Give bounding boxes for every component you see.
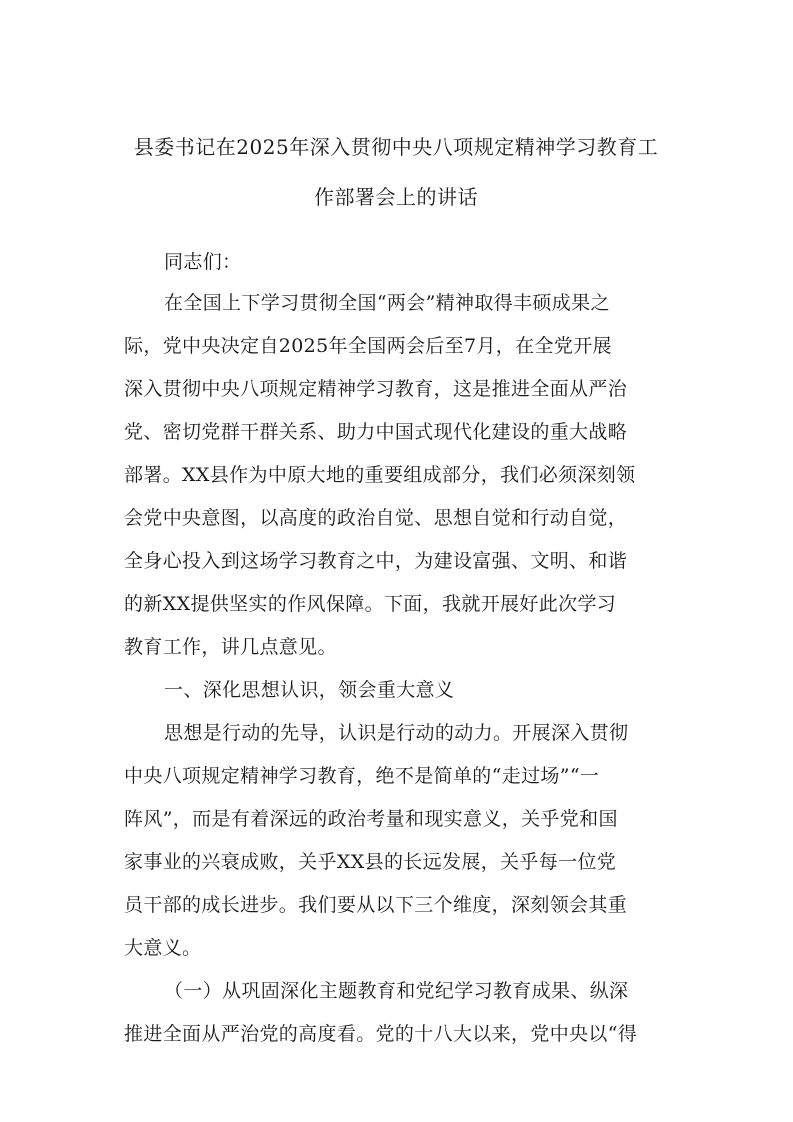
paragraph-2-line: 阵风”，而是有着深远的政治考量和现实意义，关乎党和国: [124, 808, 618, 830]
subsection-heading-line: （一）从巩固深化主题教育和党纪学习教育成果、纵深: [164, 980, 629, 1002]
paragraph-1-line: 深入贯彻中央八项规定精神学习教育，这是推进全面从严治: [124, 378, 628, 400]
paragraph-2-line: 中央八项规定精神学习教育，绝不是简单的“走过场”“一: [124, 765, 600, 787]
subsection-heading-line: 推进全面从严治党的高度看。党的十八大以来，党中央以“得: [124, 1023, 638, 1045]
paragraph-1-line: 际，党中央决定自2025年全国两会后至7月，在全党开展: [124, 335, 612, 357]
document-title-line-2: 作部署会上的讲话: [314, 185, 478, 209]
document-title-line-1: 县委书记在2025年深入贯彻中央八项规定精神学习教育工: [133, 135, 659, 159]
salutation: 同志们：: [164, 251, 242, 273]
paragraph-2-line: 家事业的兴衰成败，关乎XX县的长远发展，关乎每一位党: [124, 851, 617, 873]
paragraph-1-line: 在全国上下学习贯彻全国“两会”精神取得丰硕成果之: [164, 292, 610, 314]
paragraph-1-line: 的新XX提供坚实的作风保障。下面，我就开展好此次学习: [124, 593, 617, 615]
paragraph-1-line: 部署。XX县作为中原大地的重要组成部分，我们必须深刻领: [124, 464, 636, 486]
paragraph-2-line: 大意义。: [124, 937, 202, 959]
paragraph-1-line: 教育工作，讲几点意见。: [124, 636, 337, 658]
paragraph-1-line: 全身心投入到这场学习教育之中，为建设富强、文明、和谐: [124, 550, 628, 572]
paragraph-2-line: 员干部的成长进步。我们要从以下三个维度，深刻领会其重: [124, 894, 628, 916]
section-heading: 一、深化思想认识，领会重大意义: [164, 679, 455, 701]
paragraph-1-line: 党、密切党群干群关系、助力中国式现代化建设的重大战略: [124, 421, 628, 443]
paragraph-2-line: 思想是行动的先导，认识是行动的动力。开展深入贯彻: [164, 722, 629, 744]
paragraph-1-line: 会党中央意图，以高度的政治自觉、思想自觉和行动自觉，: [124, 507, 628, 529]
